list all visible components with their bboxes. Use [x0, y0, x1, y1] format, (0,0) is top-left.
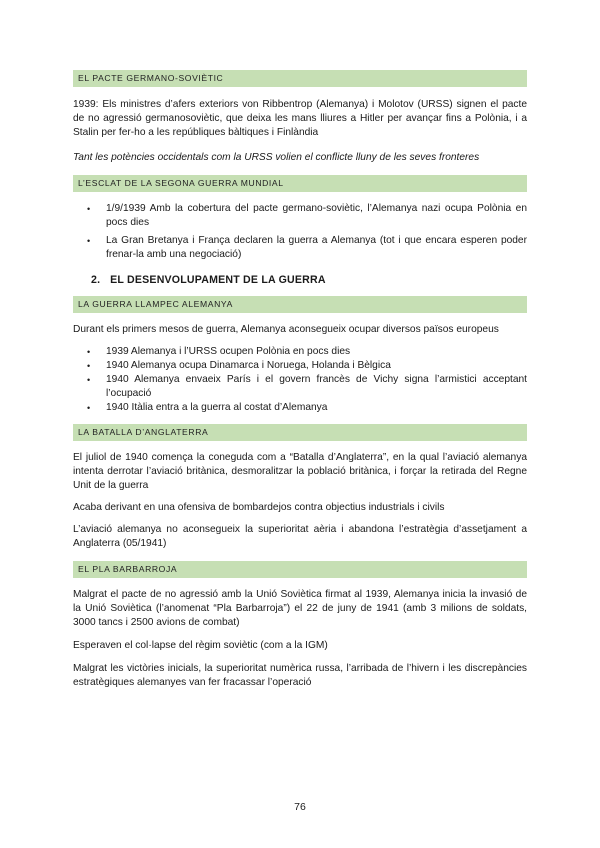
page-number: 76	[294, 801, 306, 813]
list-item: • La Gran Bretanya i França declaren la guerra a Alemanya (tot i que encara esperen poder frenar-la amb una negociació)	[73, 234, 527, 262]
paragraph: El juliol de 1940 comença la coneguda com a “Batalla d’Anglaterra”, en la qual l’aviació alemanya intenta derrotar l’aviació britànica, desmoralitzar la població britànica, i forçar la retirada del Regne Unit de la guerra	[73, 452, 527, 491]
chapter-heading	[73, 274, 527, 286]
chapter-title: EL DESENVOLUPAMENT DE LA GUERRA	[110, 274, 326, 286]
page-content	[73, 70, 527, 690]
paragraph: Acaba derivant en una ofensiva de bombardejos contra objectius industrials i civils	[73, 502, 445, 513]
section-header-guerra-llampec: LA GUERRA LLAMPEC ALEMANYA	[73, 296, 527, 313]
section-header-esclat: L’ESCLAT DE LA SEGONA GUERRA MUNDIAL	[73, 175, 527, 192]
bullet-list	[73, 345, 527, 415]
italic-note: Tant les potències occidentals com la URSS volien el conflicte lluny de les seves fronteres	[73, 152, 480, 163]
paragraph: 1939: Els ministres d’afers exteriors von Ribbentrop (Alemanya) i Molotov (URSS) signen el pacte de no agressió germanosoviètic, que deixa les mans lliures a Hitler per avançar fins a Polònia, i a Stalin per fer-ho a les repúbliques bàltiques i Finlàndia	[73, 99, 527, 138]
list-item: • 1940 Itàlia entra a la guerra al costat d’Alemanya	[73, 401, 527, 415]
chapter-number: 2.	[91, 274, 101, 286]
bullet-list	[73, 202, 527, 262]
paragraph: Esperaven el col·lapse del règim soviètic (com a la IGM)	[73, 640, 328, 651]
section-header-batalla: LA BATALLA D’ANGLATERRA	[73, 424, 527, 441]
list-item: • 1940 Alemanya ocupa Dinamarca i Noruega, Holanda i Bèlgica	[73, 359, 527, 373]
list-item: • 1940 Alemanya envaeix París i el govern francès de Vichy signa l’armistici acceptant l’ocupació	[73, 373, 527, 401]
list-item: • 1/9/1939 Amb la cobertura del pacte germano-soviètic, l’Alemanya nazi ocupa Polònia en pocs dies	[73, 202, 527, 230]
list-item: • 1939 Alemanya i l’URSS ocupen Polònia en pocs dies	[73, 345, 527, 359]
section-header-pacte: EL PACTE GERMANO-SOVIÈTIC	[73, 70, 527, 87]
paragraph: Malgrat les victòries inicials, la superioritat numèrica russa, l’arribada de l’hivern i les discrepàncies estratègiques alemanyes van fer fracassar l’operació	[73, 663, 527, 688]
paragraph: L’aviació alemanya no aconsegueix la superioritat aèria i abandona l’estratègia d’assetjament a Anglaterra (05/1941)	[73, 524, 527, 549]
paragraph: Durant els primers mesos de guerra, Alemanya aconsegueix ocupar diversos països europeus	[73, 324, 499, 335]
section-header-barbarroja: EL PLA BARBARROJA	[73, 561, 527, 578]
paragraph: Malgrat el pacte de no agressió amb la Unió Soviètica firmat al 1939, Alemanya inicia la invasió de la Unió Soviètica (l’anomenat “Pla Barbarroja”) el 22 de juny de 1941 (amb 3 milions de soldats, 3000 tancs i 2500 avions de combat)	[73, 589, 527, 628]
